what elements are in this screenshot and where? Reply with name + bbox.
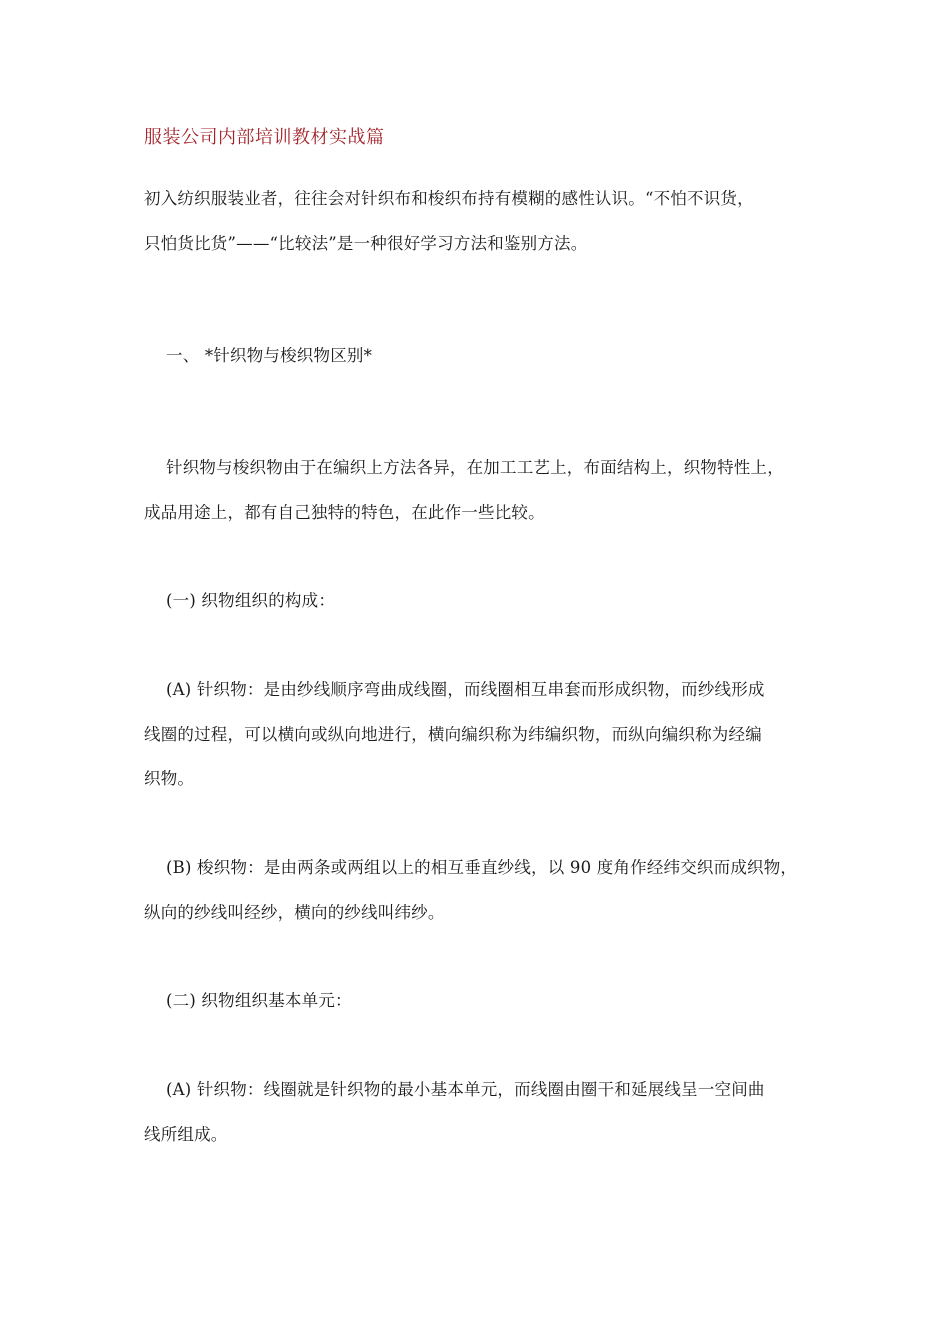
paragraph-line: 成品用途上，都有自己独特的特色，在此作一些比较。 xyxy=(144,503,545,522)
paragraph-line: 纵向的纱线叫经纱，横向的纱线叫纬纱。 xyxy=(144,903,445,922)
paragraph-line: 织物。 xyxy=(144,769,195,788)
paragraph-line: 线所组成。 xyxy=(144,1125,228,1144)
paragraph-line: (A) 针织物：线圈就是针织物的最小基本单元，而线圈由圈干和延展线呈一空间曲 xyxy=(166,1080,765,1099)
intro-line-2: 只怕货比货”——“比较法”是一种很好学习方法和鉴别方法。 xyxy=(144,234,588,253)
paragraph-line: 线圈的过程，可以横向或纵向地进行，横向编织称为纬编织物，而纵向编织称为经编 xyxy=(144,725,762,744)
intro-line-1: 初入纺织服装业者，往往会对针织布和梭织布持有模糊的感性认识。“不怕不识货， xyxy=(144,189,754,208)
paragraph-line: 针织物与梭织物由于在编织上方法各异，在加工工艺上，布面结构上，织物特性上， xyxy=(166,458,784,477)
document-title: 服装公司内部培训教材实战篇 xyxy=(144,127,385,148)
subsection-heading: (二) 织物组织基本单元： xyxy=(166,991,352,1010)
paragraph-line: (B) 梭织物：是由两条或两组以上的相互垂直纱线，以 90 度角作经纬交织而成织物， xyxy=(166,858,798,877)
subsection-heading: (一) 织物组织的构成： xyxy=(166,591,336,610)
paragraph-line: (A) 针织物：是由纱线顺序弯曲成线圈，而线圈相互串套而形成织物，而纱线形成 xyxy=(166,680,765,699)
section-heading: 一、 *针织物与梭织物区别* xyxy=(166,346,373,365)
